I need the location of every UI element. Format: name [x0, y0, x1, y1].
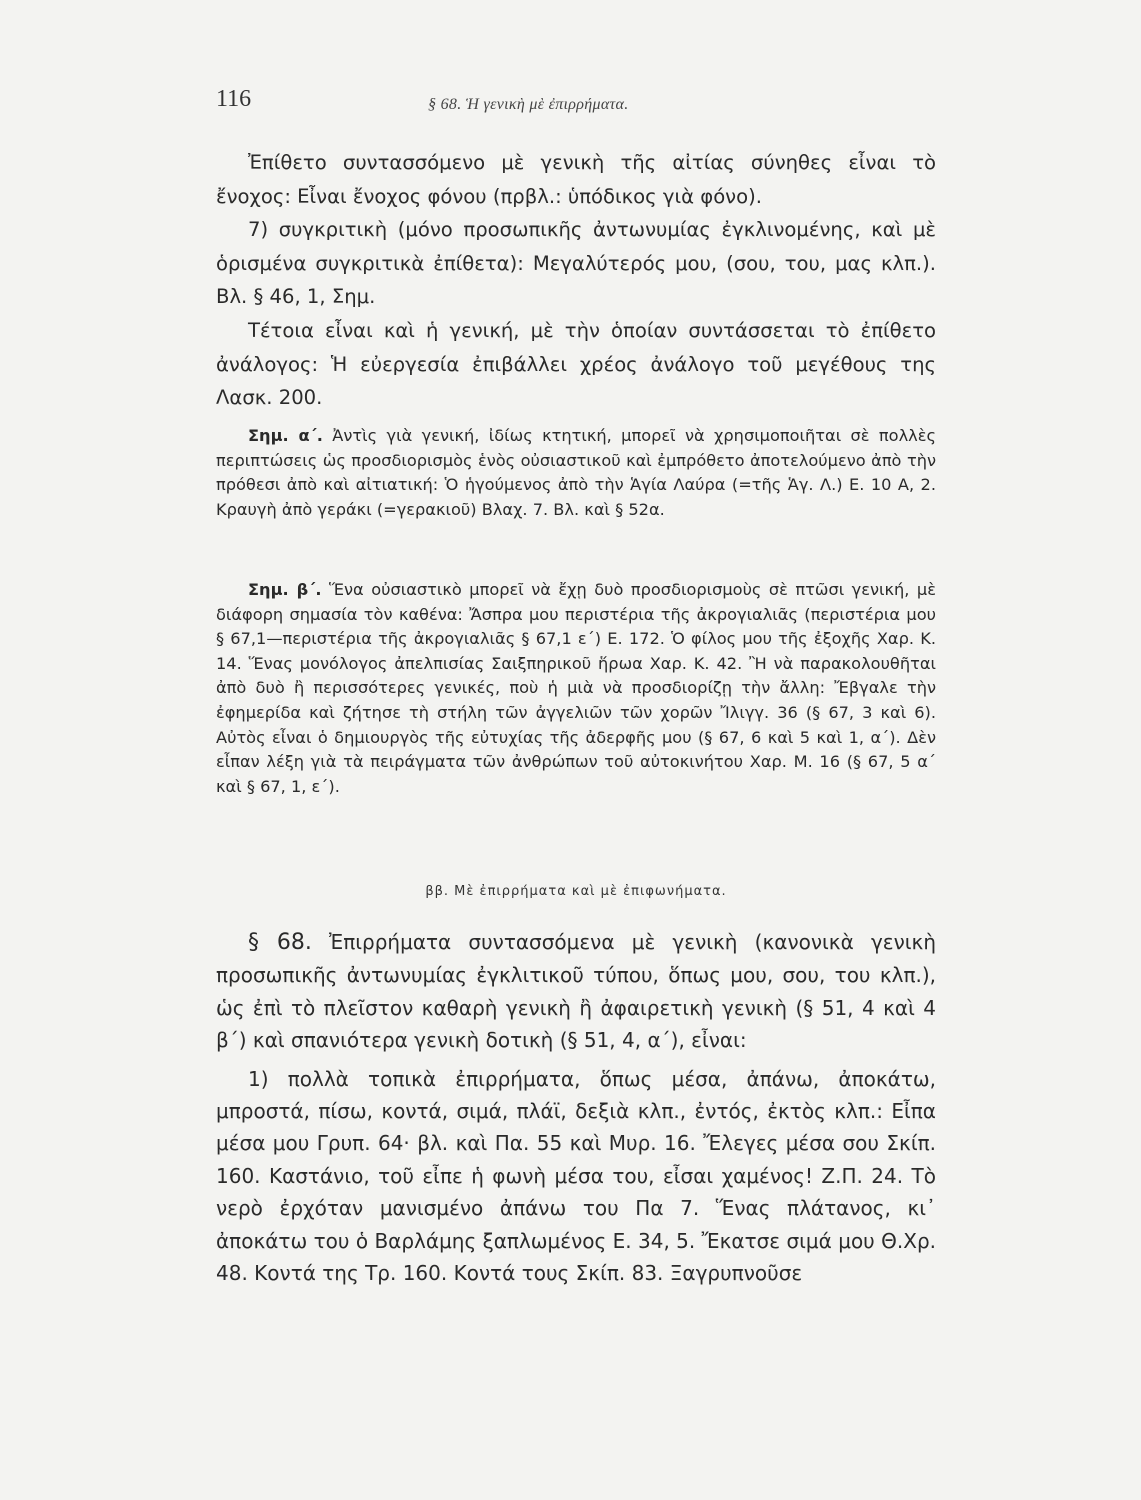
paragraph-3: Τέτοια εἶναι καὶ ἡ γενική, μὲ τὴν ὁποίαν συντάσσεται τὸ ἐπίθετο ἀνάλογος: Ἡ εὐεργεσία ἐπιβάλλει χρέος ἀνάλογο τοῦ μεγέθους της Λασκ. 200.: [216, 318, 936, 410]
running-head: § 68. Ἡ γενικὴ μὲ ἐπιρρήματα.: [428, 96, 629, 113]
section-68-block: [216, 926, 936, 1295]
note-beta-label: Σημ. β΄.: [248, 580, 322, 599]
section-68-text: Ἐπιρρήματα συντασσόμενα μὲ γενικὴ (κανονικὰ γενικὴ προσωπικῆς ἀντωνυμίας ἐγκλιτικοῦ τύπου, ὅπως μου, σου, του κλπ.), ὡς ἐπὶ τὸ πλεῖστον καθαρὴ γενικὴ ἢ ἀφαιρετικὴ γενικὴ (§ 51, 4 καὶ 4 β΄) καὶ σπανιότερα γενικὴ δοτικὴ (§ 51, 4, α΄), εἶναι:: [216, 930, 936, 1053]
item-1-paragraph: 1) πολλὰ τοπικὰ ἐπιρρήματα, ὅπως μέσα, ἀπάνω, ἀποκάτω, μπροστά, πίσω, κοντά, σιμά, πλάϊ, δεξιὰ κλπ., ἐντός, ἐκτὸς κλπ.: Εἶπα μέσα μου Γρυπ. 64· βλ. καὶ Πα. 55 καὶ Μυρ. 16. Ἔλεγες μέσα σου Σκίπ. 160. Καστάνιο, τοῦ εἶπε ἡ φωνὴ μέσα του, εἶσαι χαμένος! Ζ.Π. 24. Τὸ νερὸ ἐρχόταν μανισμένο ἀπάνω του Πα 7. Ἕνας πλάτανος, κι᾿ ἀποκάτω του ὁ Βαρλάμης ξαπλωμένος Ε. 34, 5. Ἔκατσε σιμά μου Θ.Χρ. 48. Κοντά της Τρ. 160. Κοντά τους Σκίπ. 83. Ξαγρυπνοῦσε: [216, 1066, 936, 1286]
section-sign: § 68.: [248, 930, 312, 955]
paragraph-1: Ἐπίθετο συντασσόμενο μὲ γενικὴ τῆς αἰτίας σύνηθες εἶναι τὸ ἔνοχος: Εἶναι ἔνοχος φόνου (πρβλ.: ὑπόδικος γιὰ φόνο).: [216, 151, 936, 208]
main-text-block: [216, 146, 936, 415]
section-68-paragraph: [216, 926, 936, 1057]
paragraph-2: 7) συγκριτικὴ (μόνο προσωπικῆς ἀντωνυμίας ἐγκλινομένης, καὶ μὲ ὁρισμένα συγκριτικὰ ἐπίθετα): Μεγαλύτερός μου, (σου, του, μας κλπ.). Βλ. § 46, 1, Σημ.: [216, 218, 936, 309]
page-header: [216, 86, 936, 126]
note-alpha: [216, 424, 936, 522]
note-alpha-text: Ἀντὶς γιὰ γενική, ἰδίως κτητική, μπορεῖ νὰ χρησιμοποιῆται σὲ πολλὲς περιπτώσεις ὡς προσδιορισμὸς ἑνὸς οὐσιαστικοῦ καὶ ἐμπρόθετο ἀποτελούμενο ἀπὸ τὴν πρόθεσι ἀπὸ καὶ αἰτιατική: Ὁ ἡγούμενος ἀπὸ τὴν Ἁγία Λαύρα (=τῆς Ἁγ. Λ.) Ε. 10 Α, 2. Κραυγὴ ἀπὸ γεράκι (=γερακιοῦ) Βλαχ. 7. Βλ. καὶ § 52α.: [216, 426, 936, 519]
section-subheading: ββ. Μὲ ἐπιρρήματα καὶ μὲ ἐπιφωνήματα.: [425, 884, 727, 899]
note-beta-text: Ἕνα οὐσιαστικὸ μπορεῖ νὰ ἔχῃ δυὸ προσδιορισμοὺς σὲ πτῶσι γενική, μὲ διάφορη σημασία τὸν καθένα: Ἄσπρα μου περιστέρια τῆς ἀκρογιαλιᾶς (περιστέρια μου § 67,1—περιστέρια τῆς ἀκρογιαλιᾶς § 67,1 ε΄) Ε. 172. Ὁ φίλος μου τῆς ἐξοχῆς Χαρ. Κ. 14. Ἕνας μονόλογος ἀπελπισίας Σαιξπηρικοῦ ἥρωα Χαρ. Κ. 42. Ἢ νὰ παρακολουθῆται ἀπὸ δυὸ ἢ περισσότερες γενικές, ποὺ ἡ μιὰ νὰ προσδιορίζῃ τὴν ἄλλη: Ἔβγαλε τὴν ἐφημερίδα καὶ ζήτησε τὴ στήλη τῶν ἀγγελιῶν τῶν χορῶν Ἴλιγγ. 36 (§ 67, 3 καὶ 6). Αὐτὸς εἶναι ὁ δημιουργὸς τῆς εὐτυχίας τῆς ἀδερφῆς μου (§ 67, 6 καὶ 5 καὶ 1, α΄). Δὲν εἶπαν λέξη γιὰ τὰ πειράγματα τῶν ἀνθρώπων τοῦ αὐτοκινήτου Χαρ. Μ. 16 (§ 67, 5 α΄ καὶ § 67, 1, ε΄).: [216, 580, 936, 796]
page-number: 116: [216, 86, 252, 112]
note-alpha-label: Σημ. α΄.: [248, 426, 323, 445]
note-beta: [216, 578, 936, 799]
